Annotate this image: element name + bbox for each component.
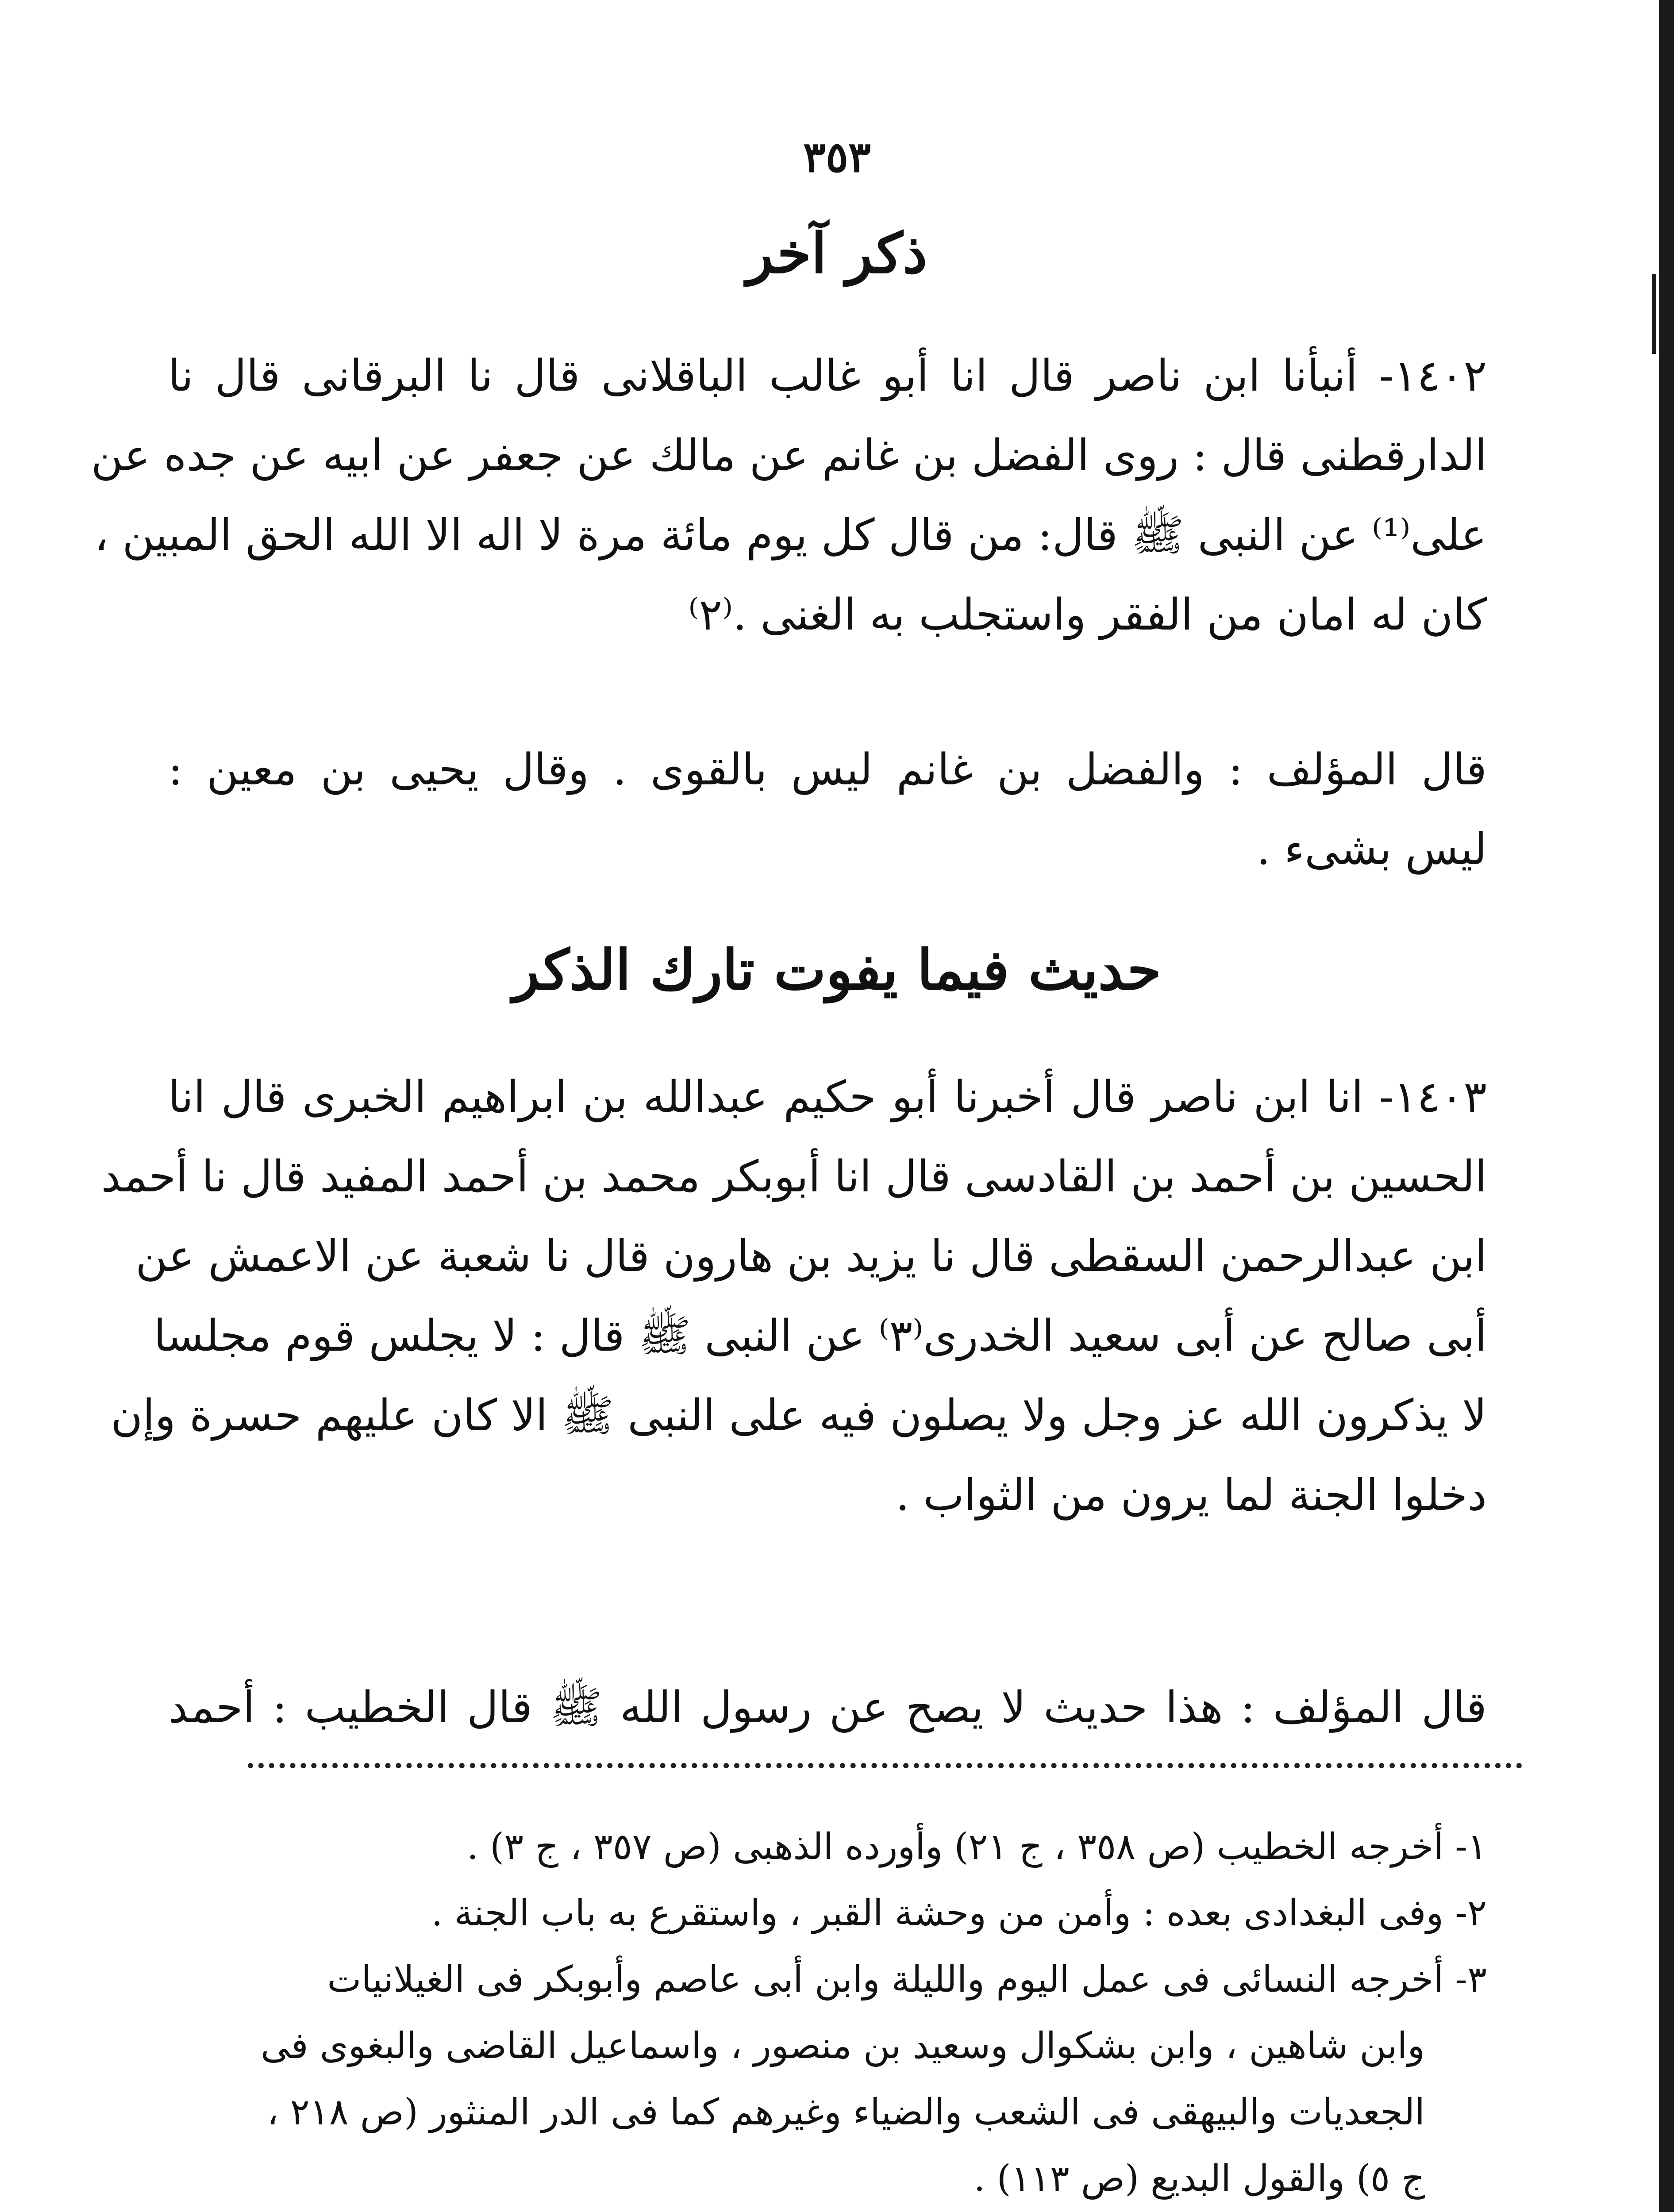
spine-mark xyxy=(1652,274,1656,354)
hadith-1403-line: أبى صالح عن أبى سعيد الخدرى⁽٣⁾ عن النبى ﷺ قال : لا يجلس قوم مجلسا xyxy=(154,1311,1487,1361)
hadith-1402 xyxy=(91,336,1487,655)
author-note-line: ليس بشىء . xyxy=(1256,824,1487,875)
footnotes xyxy=(261,1814,1487,2212)
footnote-3: ٣- أخرجه النسائى فى عمل اليوم والليلة وابن أبى عاصم وأبوبكر فى الغيلانيات xyxy=(327,1959,1487,2001)
footnote-2: ٢- وفى البغدادى بعده : وأمن من وحشة القبر ، واستقرع به باب الجنة . xyxy=(431,1892,1487,1934)
section-heading-1: ذكر آخر xyxy=(747,221,927,286)
footnote-3-continuation: ج ٥) والقول البديع (ص ١١٣) . xyxy=(974,2158,1425,2200)
hadith-1403-line: ١٤٠٣- انا ابن ناصر قال أخبرنا أبو حكيم عبدالله بن ابراهيم الخبرى قال انا xyxy=(168,1072,1487,1122)
hadith-1402-line: على⁽¹⁾ عن النبى ﷺ قال: من قال كل يوم مائة مرة لا اله الا الله الحق المبين ، xyxy=(94,510,1487,561)
page-number: ٣٥٣ xyxy=(803,133,871,182)
footnote-1: ١- أخرجه الخطيب (ص ٣٥٨ ، ج ٢١) وأورده الذهبى (ص ٣٥٧ ، ج ٣) . xyxy=(466,1826,1487,1868)
hadith-1403-line: دخلوا الجنة لما يرون من الثواب . xyxy=(896,1470,1487,1521)
author-note-1403 xyxy=(168,1668,1487,1747)
footnote-3-continuation: وابن شاهين ، وابن بشكوال وسعيد بن منصور ، واسماعيل القاضى والبغوى فى xyxy=(261,2025,1425,2067)
author-note-line: قال المؤلف : والفضل بن غانم ليس بالقوى . وقال يحيى بن معين : xyxy=(168,745,1487,795)
hadith-1402-line: ١٤٠٢- أنبأنا ابن ناصر قال انا أبو غالب الباقلانى قال نا البرقانى قال نا xyxy=(168,351,1487,401)
author-note-line: قال المؤلف : هذا حديث لا يصح عن رسول الله ﷺ قال الخطيب : أحمد xyxy=(168,1682,1487,1733)
hadith-1402-line: الدارقطنى قال : روى الفضل بن غانم عن مالك عن جعفر عن ابيه عن جده عن xyxy=(91,430,1487,481)
hadith-1403 xyxy=(101,1057,1487,1535)
hadith-1403-line: لا يذكرون الله عز وجل ولا يصلون فيه على النبى ﷺ الا كان عليهم حسرة وإن xyxy=(111,1390,1487,1441)
book-spine-edge xyxy=(1659,0,1674,2212)
author-note-1402 xyxy=(168,730,1487,889)
section-heading-2: حديث فيما يفوت تارك الذكر xyxy=(512,938,1162,1002)
footnote-3-continuation: الجعديات والبيهقى فى الشعب والضياء وغيرهم كما فى الدر المنثور (ص ٢١٨ ، xyxy=(267,2091,1425,2133)
hadith-1403-line: ابن عبدالرحمن السقطى قال نا يزيد بن هارون قال نا شعبة عن الاعمش عن xyxy=(135,1231,1487,1282)
hadith-1403-line: الحسين بن أحمد بن القادسى قال انا أبوبكر محمد بن أحمد المفيد قال نا أحمد xyxy=(101,1152,1487,1202)
hadith-1402-line: كان له امان من الفقر واستجلب به الغنى .⁽٢⁾ xyxy=(688,590,1487,640)
footnote-divider xyxy=(248,1763,1522,1768)
